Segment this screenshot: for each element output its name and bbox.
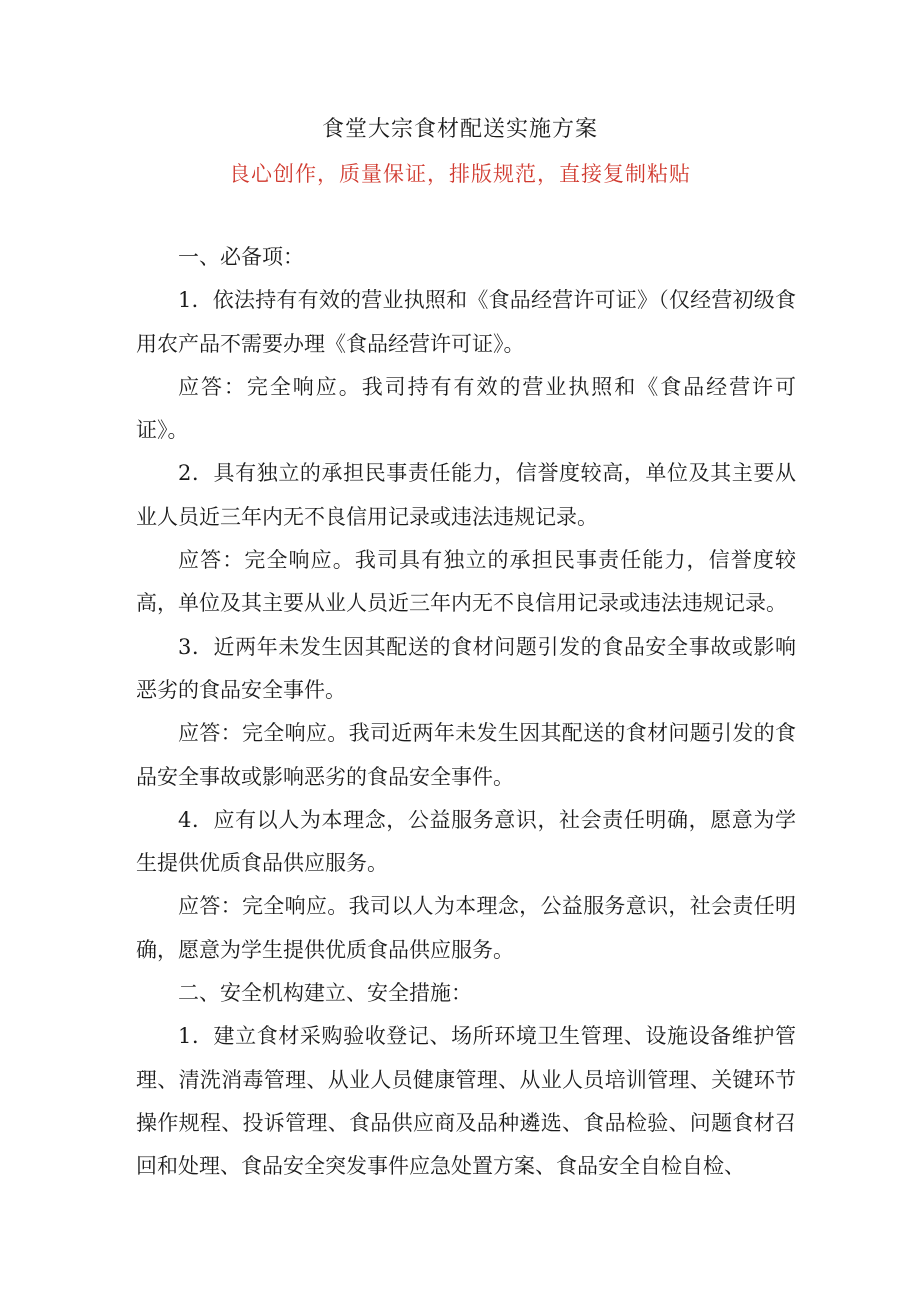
response-paragraph: 应答：完全响应。我司以人为本理念，公益服务意识，社会责任明确，愿意为学生提供优质食品供应服务。 xyxy=(136,894,796,962)
document-subtitle: 良心创作，质量保证，排版规范，直接复制粘贴 xyxy=(229,162,691,186)
requirement-item: 1．建立食材采购验收登记、场所环境卫生管理、设施设备维护管理、清洗消毒管理、从业人员健康管理、从业人员培训管理、关键环节操作规程、投诉管理、食品供应商及品种遴选、食品检验、问题食材召回和处理、食品安全突发事件应急处置方案、食品安全自检自检、 xyxy=(136,1024,796,1179)
document-body xyxy=(136,236,796,1189)
response-paragraph: 应答：完全响应。我司持有有效的营业执照和《食品经营许可证》。 xyxy=(136,374,796,443)
section-heading: 一、必备项： xyxy=(178,245,304,269)
response-paragraph: 应答：完全响应。我司近两年未发生因其配送的食材问题引发的食品安全事故或影响恶劣的食品安全事件。 xyxy=(136,721,796,789)
requirement-item: 1．依法持有有效的营业执照和《食品经营许可证》（仅经营初级食用农产品不需要办理《食品经营许可证》。 xyxy=(136,288,796,356)
requirement-item: 2．具有独立的承担民事责任能力，信誉度较高，单位及其主要从业人员近三年内无不良信用记录或违法违规记录。 xyxy=(136,461,796,529)
document-title: 食堂大宗食材配送实施方案 xyxy=(321,117,598,142)
requirement-item: 4．应有以人为本理念，公益服务意识，社会责任明确，愿意为学生提供优质食品供应服务。 xyxy=(136,807,796,876)
section-heading: 二、安全机构建立、安全措施： xyxy=(178,981,472,1006)
response-paragraph: 应答：完全响应。我司具有独立的承担民事责任能力，信誉度较高，单位及其主要从业人员近三年内无不良信用记录或违法违规记录。 xyxy=(136,548,796,616)
requirement-item: 3．近两年未发生因其配送的食材问题引发的食品安全事故或影响恶劣的食品安全事件。 xyxy=(136,634,796,702)
